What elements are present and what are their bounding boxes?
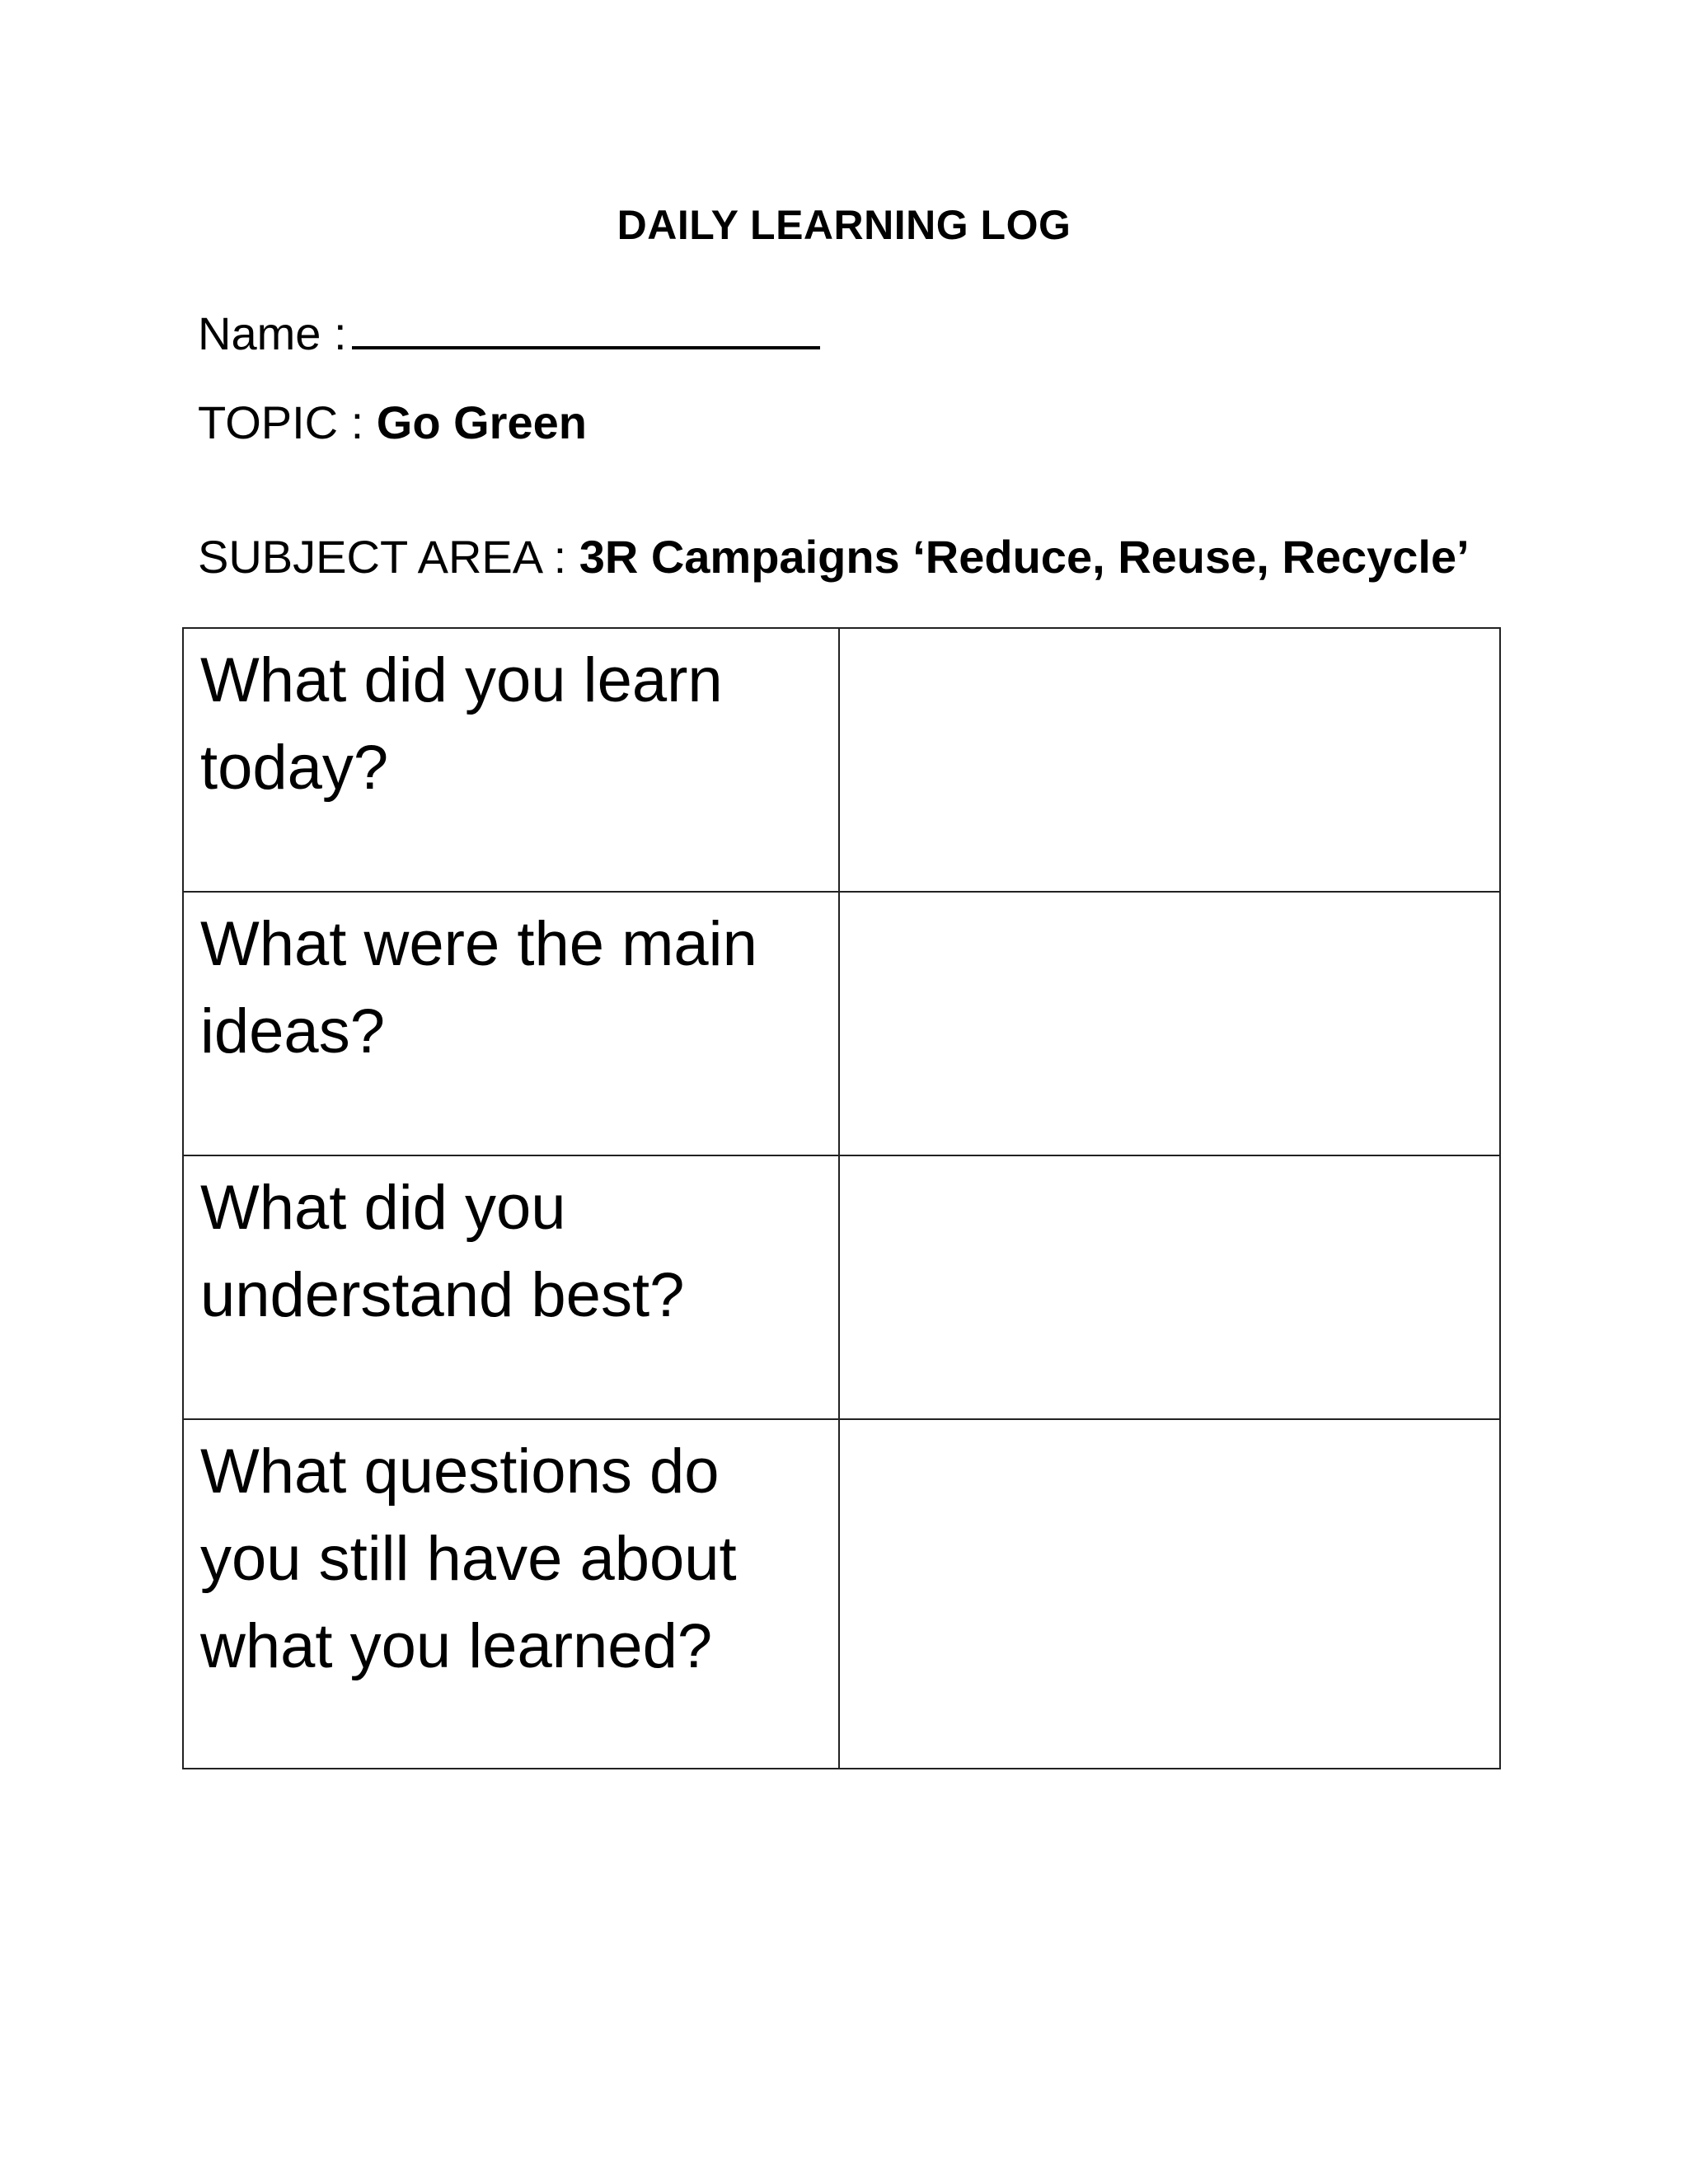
question-cell: What did you learn today? (183, 628, 839, 892)
name-field (198, 300, 820, 360)
question-cell: What were the main ideas? (183, 892, 839, 1155)
table-row (183, 892, 1500, 1155)
name-blank-line[interactable] (352, 300, 820, 349)
answer-cell[interactable] (839, 628, 1500, 892)
subject-area-field (198, 530, 1470, 583)
answer-cell[interactable] (839, 892, 1500, 1155)
page-title: DAILY LEARNING LOG (617, 202, 1071, 248)
subject-area-label: SUBJECT AREA : (198, 531, 567, 583)
answer-cell[interactable] (839, 1419, 1500, 1769)
learning-log-table (182, 627, 1501, 1769)
topic-value: Go Green (376, 396, 587, 448)
topic-label: TOPIC : (198, 396, 364, 448)
question-cell: What questions do you still have about what you learned? (183, 1419, 839, 1769)
question-cell: What did you understand best? (183, 1155, 839, 1419)
table-row (183, 1155, 1500, 1419)
topic-field (198, 396, 587, 449)
name-label: Name : (198, 307, 347, 359)
table-row (183, 1419, 1500, 1769)
subject-area-value: 3R Campaigns ‘Reduce, Reuse, Recycle’ (579, 531, 1470, 583)
table-row (183, 628, 1500, 892)
answer-cell[interactable] (839, 1155, 1500, 1419)
